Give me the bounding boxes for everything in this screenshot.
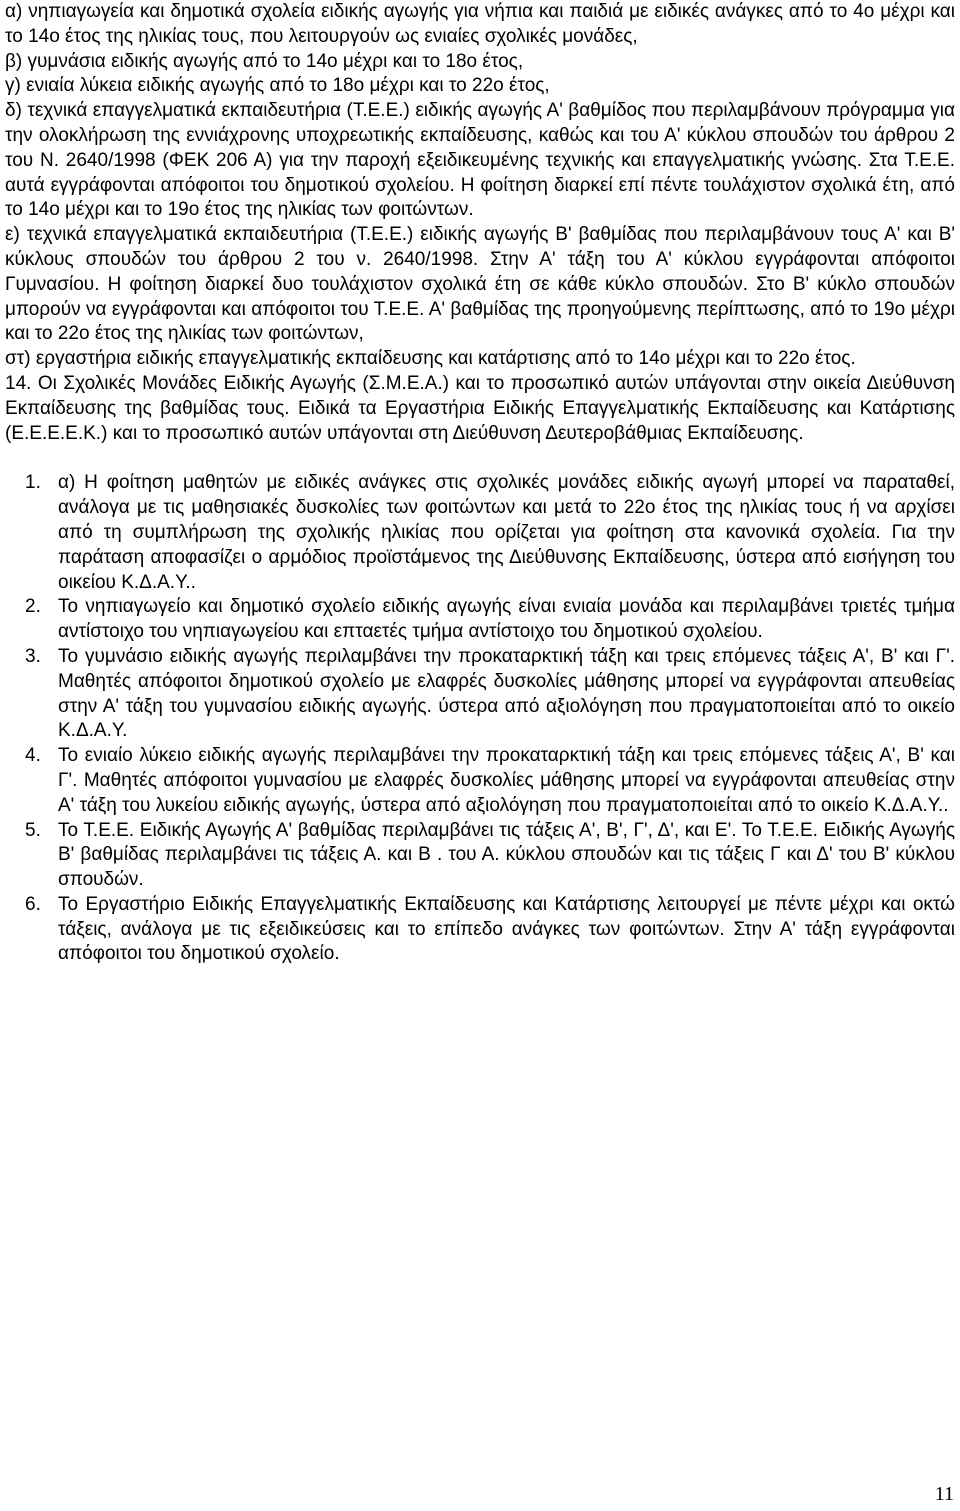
list-item-text: Το ενιαίο λύκειο ειδικής αγωγής περιλαμβάνει την προκαταρκτική τάξη και τρεις επόμενες τάξεις Α', Β' και Γ'. Μαθητές απόφοιτοι γυμνασίου με ελαφρές δυσκολίες μάθησης μπορεί να εγγράφονται απευθείας στην Α' τάξη του λυκείου ειδικής αγωγής, ύστερα από αξιολόγηση που πραγματοποιείται από το οικείο Κ.Δ.Α.Υ.. (58, 745, 955, 816)
list-item-number: 2. (25, 596, 41, 618)
list-item (5, 744, 955, 818)
paragraph-e: ε) τεχνικά επαγγελματικά εκπαιδευτήρια (Τ.Ε.Ε.) ειδικής αγωγής Β' βαθμίδας που περιλαμβάνουν τους Α' και Β' κύκλους σπουδών του άρθρου 2 του ν. 2640/1998. Στην Α' τάξη του Α' κύκλου εγγράφονται απόφοιτοι Γυμνασίου. Η φοίτηση διαρκεί δυο τουλάχιστον σχολικά έτη σε κάθε κύκλο σπουδών. Στο Β' κύκλο σπουδών μπορούν να εγγράφονται και απόφοιτοι του Τ.Ε.Ε. Α' βαθμίδας της προηγούμενης περίπτωσης, από το 19ο μέχρι και το 22ο έτος της ηλικίας των φοιτώντων, (5, 224, 955, 345)
list-item-text: Το γυμνάσιο ειδικής αγωγής περιλαμβάνει την προκαταρκτική τάξη και τρεις επόμενες τάξεις Α', Β' και Γ'. Μαθητές απόφοιτοι δημοτικού σχολείο με ελαφρές δυσκολίες μάθησης μπορεί να εγγράφονται απευθείας στην Α' τάξη του γυμνασίου ειδικής αγωγής. ύστερα από αξιολόγηση που πραγματοποιείται από το οικείο Κ.Δ.Α.Υ. (58, 645, 955, 742)
page-number: 11 (934, 1483, 954, 1505)
list-item-number: 3. (25, 645, 41, 667)
list-item (5, 893, 955, 967)
paragraph-st: στ) εργαστήρια ειδικής επαγγελματικής εκπαίδευσης και κατάρτισης από το 14ο μέχρι και το 22ο έτος. (5, 348, 856, 370)
list-item-text: Το Εργαστήριο Ειδικής Επαγγελματικής Εκπαίδευσης και Κατάρτισης λειτουργεί με πέντε μέχρι και οκτώ τάξεις, ανάλογα με τις εξειδικεύσεις και το επίπεδο ανάγκες των φοιτώντων. Στην Α' τάξη εγγράφονται απόφοιτοι του δημοτικού σχολείο. (58, 893, 955, 965)
numbered-list (5, 471, 955, 967)
paragraph-c: γ) ενιαία λύκεια ειδικής αγωγής από το 18ο μέχρι και το 22ο έτος, (5, 75, 550, 97)
paragraph-14: 14. Οι Σχολικές Μονάδες Ειδικής Αγωγής (Σ.Μ.Ε.Α.) και το προσωπικό αυτών υπάγονται στην οικεία Διεύθυνση Εκπαίδευσης της βαθμίδας τους. Ειδικά τα Εργαστήρια Ειδικής Επαγγελματικής Εκπαίδευσης και Κατάρτισης (Ε.Ε.Ε.Ε.Κ.) και το προσωπικό αυτών υπάγονται στη Διεύθυνση Δευτεροβάθμιας Εκπαίδευσης. (5, 372, 955, 444)
paragraph-b: β) γυμνάσια ειδικής αγωγής από το 14ο μέχρι και το 18ο έτος, (5, 50, 524, 72)
list-item-text: α) Η φοίτηση μαθητών με ειδικές ανάγκες στις σχολικές μονάδες ειδικής αγωγή μπορεί να παραταθεί, ανάλογα με τις μαθησιακές δυσκολίες των φοιτώντων και μετά το 22ο έτος της ηλικίας τους ή να αρχίσει από τη συμπλήρωση της σχολικής ηλικίας που ορίζεται για φοίτηση στα κανονικά σχολεία. Για την παράταση αποφασίζει ο αρμόδιος προϊστάμενος της Διεύθυνσης Εκπαίδευσης, ύστερα από εισήγηση του οικείου Κ.Δ.Α.Υ.. (58, 472, 955, 593)
list-item-text: Το Τ.Ε.Ε. Ειδικής Αγωγής Α' βαθμίδας περιλαμβάνει τις τάξεις Α', Β', Γ', Δ', και Ε'. Το Τ.Ε.Ε. Ειδικής Αγωγής Β' βαθμίδας περιλαμβάνει τις τάξεις Α. και Β . του Α. κύκλου σπουδών και τις τάξεις Γ και Δ' του Β' κύκλου σπουδών. (58, 819, 955, 891)
paragraph-d: δ) τεχνικά επαγγελματικά εκπαιδευτήρια (Τ.Ε.Ε.) ειδικής αγωγής Α' βαθμίδος που περιλαμβάνουν πρόγραμμα για την ολοκλήρωση της εννιάχρονης υποχρεωτικής εκπαίδευσης, καθώς και του Α' κύκλου σπουδών του άρθρου 2 του Ν. 2640/1998 (ΦΕΚ 206 Α) για την παροχή εξειδικευμένης τεχνικής και επαγγελματικής γνώσης. Στα Τ.Ε.Ε. αυτά εγγράφονται απόφοιτοι του δημοτικού σχολείου. Η φοίτηση διαρκεί επί πέντε τουλάχιστον σχολικά έτη, από το 14ο μέχρι και το 19ο έτος της ηλικίας των φοιτώντων. (5, 100, 955, 221)
list-item-number: 1. (25, 472, 41, 494)
document-body (5, 0, 955, 967)
list-item (5, 645, 955, 744)
list-item-number: 6. (25, 893, 41, 915)
list-item (5, 819, 955, 893)
section-gap (5, 446, 955, 471)
list-item-number: 4. (25, 745, 41, 767)
list-item-number: 5. (25, 819, 41, 841)
list-item (5, 595, 955, 645)
list-item-text: Το νηπιαγωγείο και δημοτικό σχολείο ειδικής αγωγής είναι ενιαία μονάδα και περιλαμβάνει τριετές τμήμα αντίστοιχο του νηπιαγωγείου και επταετές τμήμα αντίστοιχο του δημοτικού σχολείου. (58, 596, 955, 643)
paragraph-a: α) νηπιαγωγεία και δημοτικά σχολεία ειδικής αγωγής για νήπια και παιδιά με ειδικές ανάγκες από το 4ο μέχρι και το 14ο έτος της ηλικίας τους, που λειτουργούν ως ενιαίες σχολικές μονάδες, (5, 1, 955, 47)
list-item (5, 471, 955, 595)
